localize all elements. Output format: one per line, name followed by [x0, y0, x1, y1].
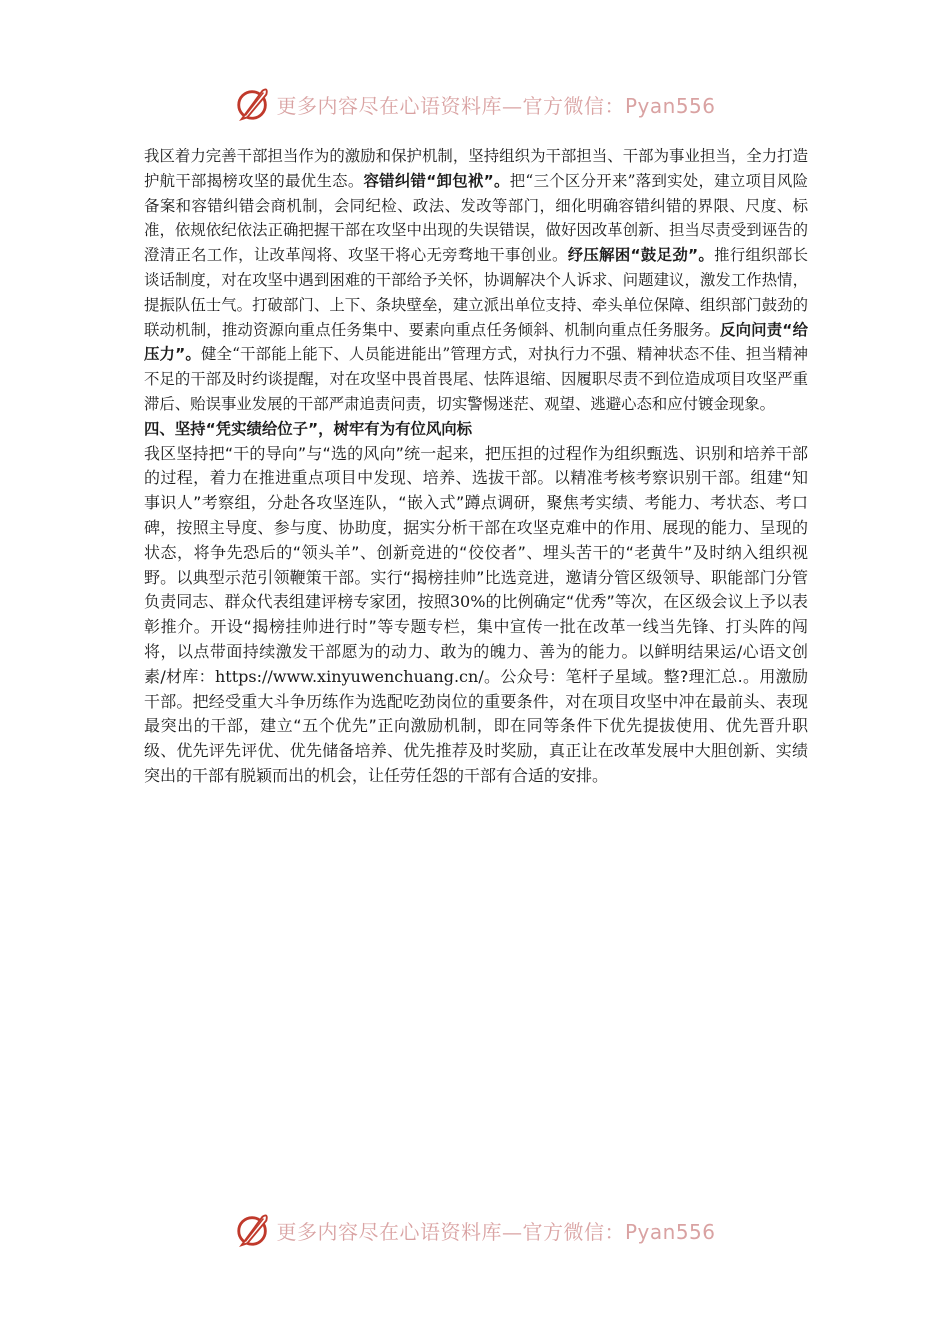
text-run: 。公众号：笔杆子星域。整?理汇总.。用激励干部。把经受重大斗争历练作为选配吃劲岗位的重要条件，对在项目攻坚中冲在最前头、表现最突出的干部，建立“五个优先”正向激励机制，即在同等条件下优先提拔使用、优先晋升职级、优先评先评优、优先储备培养、优先推荐及时奖励，真正让在改革发展中大胆创新、实绩突出的干部有脱颖而出的机会，让任劳任怨的干部有合适的安排。	[144, 666, 808, 785]
bold-subheading: 反向问责“给压力”。	[144, 320, 808, 364]
bold-subheading: 容错纠错“卸包袱”。	[363, 171, 510, 190]
text-run: 把“三个区分开来”落到实处，建立项目风险备案和容错纠错会商机制，会同纪检、政法、发改等部门，细化明确容错纠错的界限、尺度、标准，依规依纪依法正确把握干部在攻坚中出现的失误错误，做好因改革创新、担当尽责受到诬告的澄清正名工作，让改革闯将、攻坚干将心无旁骛地干事创业。	[144, 171, 808, 265]
paragraph-2	[144, 442, 808, 789]
header-banner	[0, 84, 950, 124]
document-body	[144, 144, 808, 789]
latin-text-run: 30%	[449, 592, 486, 612]
text-run: 健全“干部能上能下、人员能进能出”管理方式，对执行力不强、精神状态不佳、担当精神不足的干部及时约谈提醒，对在攻坚中畏首畏尾、怯阵退缩、因履职尽责不到位造成项目攻坚严重滞后、贻误事业发展的干部严肃追责问责，切实警惕迷茫、观望、逃避心态和应付镀金现象。	[144, 345, 808, 413]
text-run: 的比例确定“优秀”等次，在区级会议上予以表彰推介。开设“揭榜挂帅进行时”等专题专栏，集中宣传一批在改革一线当先锋、打头阵的闯将，以点带面持续激发干部愿为的动力、敢为的魄力、善为的能力。以鲜明结果运/心语文创素/材库：	[144, 592, 808, 686]
text-run: 推行组织部长谈话制度，对在攻坚中遇到困难的干部给予关怀，协调解决个人诉求、问题建议，激发工作热情，提振队伍士气。打破部门、上下、条块壁垒，建立派出单位支持、牵头单位保障、组织部门鼓劲的联动机制，推动资源向重点任务集中、要素向重点任务倾斜、机制向重点任务服务。	[144, 246, 808, 339]
section-heading: 四、坚持“凭实绩给位子”，树牢有为有位风向标	[144, 419, 473, 438]
bold-subheading: 纾压解困“鼓足劲”。	[567, 246, 715, 265]
latin-text-run: https://www.xinyuwenchuang.cn/	[214, 666, 484, 686]
text-run: 我区坚持把“干的导向”与“选的风向”统一起来，把压担的过程作为组织甄选、识别和培养干部的过程，着力在推进重点项目中发现、培养、选拔干部。以精准考核考察识别干部。组建“知事识人”考察组，分赴各攻坚连队，“嵌入式”蹲点调研，聚焦考实绩、考能力、考状态、考口碑，按照主导度、参与度、协助度，据实分析干部在攻坚克难中的作用、展现的能力、呈现的状态，将争先恐后的“领头羊”、创新竞进的“佼佼者”、埋头苦干的“老黄牛”及时纳入组织视野。以典型示范引领鞭策干部。实行“揭榜挂帅”比选竞进，邀请分管区级领导、职能部门分管负责同志、群众代表组建评榜专家团，按照	[144, 443, 808, 612]
banner-text: 更多内容尽在心语资料库—官方微信：Pyan556	[276, 93, 716, 118]
text-run: 我区着力完善干部担当作为的激励和保护机制，坚持组织为干部担当、干部为事业担当，全力打造护航干部揭榜攻坚的最优生态。	[144, 147, 808, 190]
footer-banner	[0, 1210, 950, 1250]
paragraph-1	[144, 144, 808, 417]
quill-logo-icon	[234, 1211, 272, 1249]
banner-text: 更多内容尽在心语资料库—官方微信：Pyan556	[276, 1219, 716, 1244]
quill-logo-icon	[234, 85, 272, 123]
